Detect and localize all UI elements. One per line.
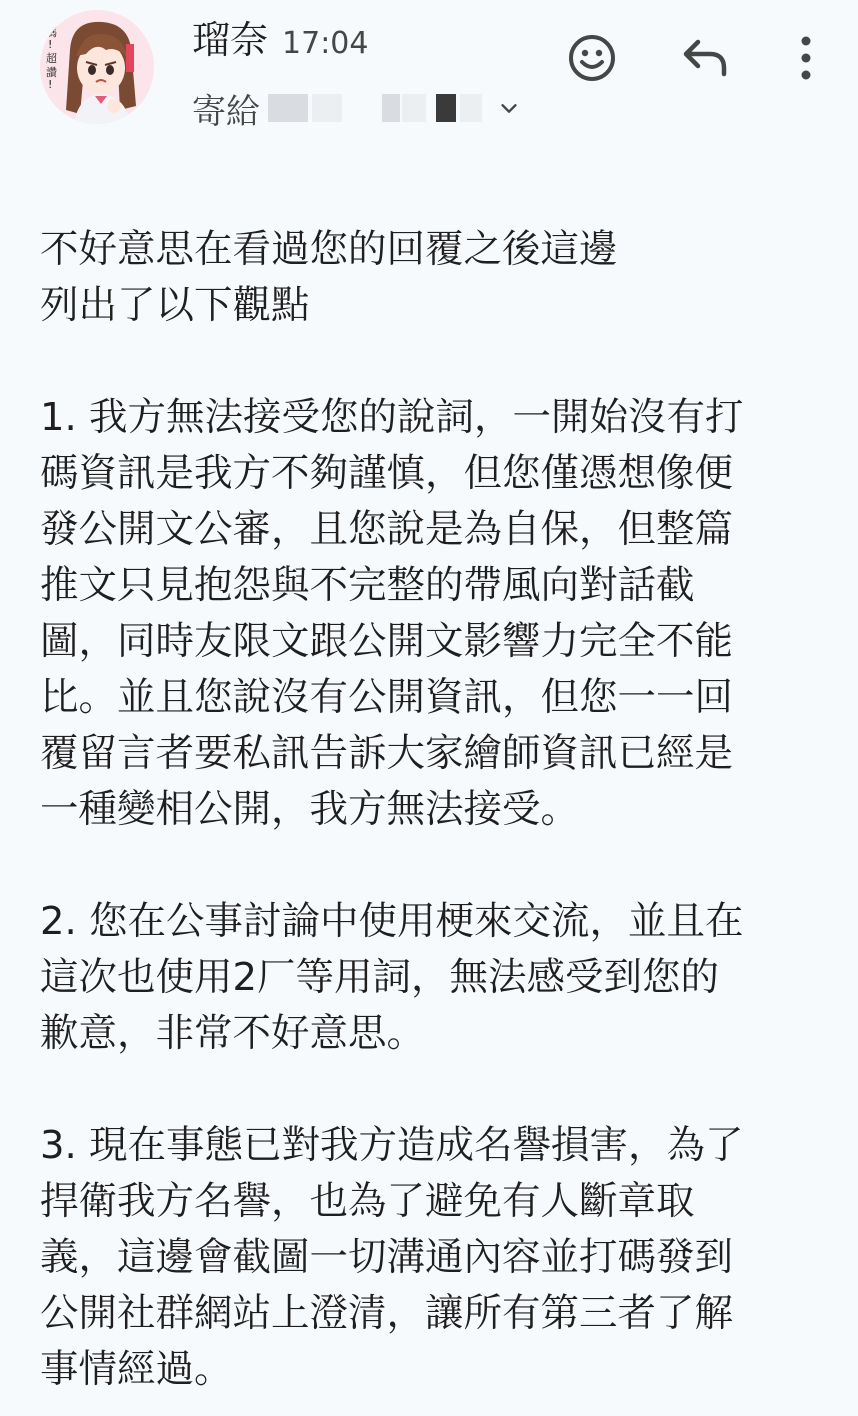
point-2-paragraph (40, 894, 820, 1062)
recipient-prefix: 寄給 (192, 91, 260, 132)
more-vertical-icon (796, 33, 816, 83)
redacted-recipient-block (436, 94, 456, 122)
chevron-down-icon[interactable] (498, 97, 520, 119)
body-line: 公開社群網站上澄清，讓所有第三者了解 (40, 1291, 734, 1336)
body-line: 列出了以下觀點 (40, 283, 310, 328)
svg-text:嗎: 嗎 (46, 26, 57, 39)
redacted-recipient-block (460, 94, 482, 122)
svg-text:!: ! (48, 38, 53, 51)
body-line: 歉意，非常不好意思。 (40, 1011, 426, 1056)
body-line: 一種變相公開，我方無法接受。 (40, 787, 580, 832)
reply-button[interactable] (675, 28, 735, 88)
body-line: 義，這邊會截圖一切溝通內容並打碼發到 (40, 1235, 734, 1280)
body-line: 圖，同時友限文跟公開文影響力完全不能 (40, 619, 734, 664)
body-line: 推文只見抱怨與不完整的帶風向對話截 (40, 563, 695, 608)
more-options-button[interactable] (776, 28, 836, 88)
email-header (0, 0, 858, 140)
svg-text:!: ! (48, 78, 53, 91)
sender-line (192, 14, 368, 70)
recipient-line[interactable] (192, 82, 520, 134)
redacted-recipient-block (382, 94, 400, 122)
body-line: 3. 現在事態已對我方造成名譽損害，為了 (40, 1123, 744, 1168)
body-line: 1. 我方無法接受您的說詞，一開始沒有打 (40, 395, 744, 440)
redacted-recipient-block (268, 94, 308, 122)
intro-paragraph (40, 222, 820, 334)
body-line: 這次也使用2厂等用詞，無法感受到您的 (40, 955, 719, 1000)
body-line: 比。並且您說沒有公開資訊，但您一一回 (40, 675, 734, 720)
body-line: 覆留言者要私訊告訴大家繪師資訊已經是 (40, 731, 734, 776)
sender-name[interactable]: 瑠奈 (192, 18, 269, 62)
body-line: 發公開文公審，且您說是為自保，但整篇 (40, 507, 734, 552)
sent-time: 17:04 (282, 26, 369, 61)
point-1-paragraph (40, 390, 820, 838)
redacted-recipient-block (312, 94, 342, 122)
body-line: 碼資訊是我方不夠謹慎，但您僅憑想像便 (40, 451, 734, 496)
body-line: 不好意思在看過您的回覆之後這邊 (40, 227, 618, 272)
email-body (40, 222, 820, 1398)
sender-avatar[interactable] (40, 10, 154, 124)
svg-text:讚: 讚 (46, 66, 57, 79)
emoji-react-icon (566, 32, 618, 84)
anime-girl-avatar-image (40, 10, 154, 124)
body-line: 2. 您在公事討論中使用梗來交流，並且在 (40, 899, 744, 944)
reply-icon (680, 36, 730, 80)
body-line: 捍衛我方名譽，也為了避免有人斷章取 (40, 1179, 695, 1224)
svg-text:超: 超 (46, 52, 57, 65)
add-reaction-button[interactable] (562, 28, 622, 88)
body-line: 事情經過。 (40, 1347, 233, 1392)
point-3-paragraph (40, 1118, 820, 1398)
redacted-recipient-block (402, 94, 426, 122)
